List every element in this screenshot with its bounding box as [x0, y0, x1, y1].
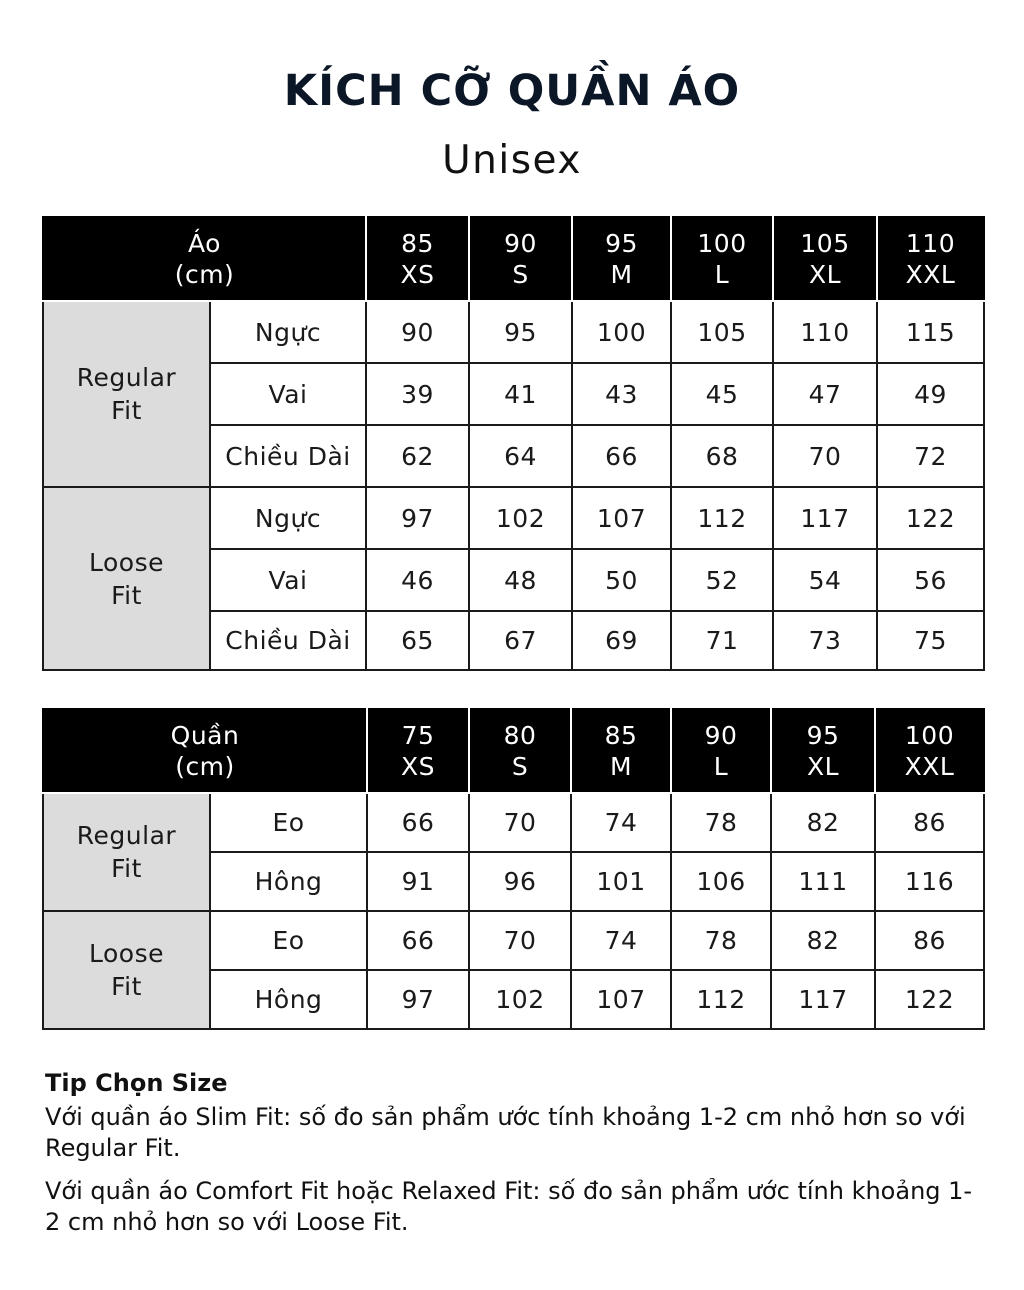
- measure-label: Chiều Dài: [210, 425, 366, 487]
- size-header: [469, 709, 571, 793]
- value-cell: 116: [875, 852, 984, 911]
- value-cell: 73: [773, 611, 877, 670]
- value-cell: 70: [773, 425, 877, 487]
- size-label: L: [713, 752, 729, 781]
- fit-name: Loose: [89, 547, 164, 577]
- size-header: [469, 217, 572, 301]
- value-cell: 56: [877, 549, 984, 611]
- size-header: [671, 217, 773, 301]
- size-number: 105: [800, 229, 850, 258]
- shirt-size-table: [42, 216, 985, 671]
- value-cell: 82: [771, 911, 875, 970]
- size-label: XXL: [904, 752, 955, 781]
- value-cell: 97: [366, 487, 469, 549]
- value-cell: 54: [773, 549, 877, 611]
- measure-label: Vai: [210, 549, 366, 611]
- value-cell: 122: [877, 487, 984, 549]
- fit-suffix: Fit: [111, 580, 142, 610]
- size-number: 95: [806, 721, 840, 750]
- tips-heading: Tip Chọn Size: [45, 1069, 228, 1097]
- fit-label-loose: [43, 911, 210, 1029]
- value-cell: 66: [367, 793, 469, 852]
- fit-suffix: Fit: [111, 854, 142, 883]
- measure-label: Ngực: [210, 487, 366, 549]
- value-cell: 111: [771, 852, 875, 911]
- value-cell: 64: [469, 425, 572, 487]
- value-cell: 48: [469, 549, 572, 611]
- size-label: M: [610, 260, 633, 289]
- size-header: [877, 217, 984, 301]
- fit-suffix: Fit: [111, 972, 142, 1001]
- value-cell: 102: [469, 970, 571, 1029]
- value-cell: 95: [469, 301, 572, 363]
- fit-name: Regular: [76, 821, 177, 850]
- size-tips: [45, 1066, 985, 1250]
- value-cell: 74: [571, 793, 671, 852]
- value-cell: 66: [572, 425, 671, 487]
- size-number: 85: [401, 229, 434, 258]
- shirt-header-unit: (cm): [174, 260, 235, 289]
- value-cell: 86: [875, 793, 984, 852]
- size-label: XL: [806, 752, 840, 781]
- size-label: XXL: [905, 260, 956, 289]
- fit-name: Regular: [76, 363, 177, 392]
- value-cell: 45: [671, 363, 773, 425]
- size-label: XL: [808, 260, 842, 289]
- size-label: XS: [401, 752, 435, 781]
- value-cell: 43: [572, 363, 671, 425]
- value-cell: 78: [671, 911, 771, 970]
- value-cell: 65: [366, 611, 469, 670]
- value-cell: 102: [469, 487, 572, 549]
- value-cell: 112: [671, 970, 771, 1029]
- value-cell: 105: [671, 301, 773, 363]
- fit-name: Loose: [89, 939, 164, 968]
- value-cell: 97: [367, 970, 469, 1029]
- value-cell: 52: [671, 549, 773, 611]
- value-cell: 70: [469, 793, 571, 852]
- value-cell: 122: [875, 970, 984, 1029]
- measure-label: Vai: [210, 363, 366, 425]
- value-cell: 91: [367, 852, 469, 911]
- value-cell: 112: [671, 487, 773, 549]
- value-cell: 74: [571, 911, 671, 970]
- table-row: [43, 793, 984, 852]
- value-cell: 110: [773, 301, 877, 363]
- size-header: [671, 709, 771, 793]
- value-cell: 78: [671, 793, 771, 852]
- value-cell: 96: [469, 852, 571, 911]
- value-cell: 49: [877, 363, 984, 425]
- value-cell: 67: [469, 611, 572, 670]
- size-number: 90: [704, 721, 738, 750]
- value-cell: 71: [671, 611, 773, 670]
- fit-suffix: Fit: [111, 396, 142, 425]
- pants-header-cell: [43, 709, 367, 793]
- page-subtitle: Unisex: [442, 138, 582, 183]
- size-header: [875, 709, 984, 793]
- size-number: 75: [401, 721, 435, 750]
- value-cell: 75: [877, 611, 984, 670]
- size-header: [771, 709, 875, 793]
- size-header: [572, 217, 671, 301]
- value-cell: 106: [671, 852, 771, 911]
- value-cell: 117: [771, 970, 875, 1029]
- value-cell: 66: [367, 911, 469, 970]
- size-number: 90: [504, 229, 537, 258]
- table-row: [43, 911, 984, 970]
- size-label: M: [609, 752, 633, 781]
- size-header: [366, 217, 469, 301]
- value-cell: 117: [773, 487, 877, 549]
- shirt-header-cell: [43, 217, 366, 301]
- value-cell: 70: [469, 911, 571, 970]
- value-cell: 107: [571, 970, 671, 1029]
- pants-header-unit: (cm): [175, 752, 235, 781]
- value-cell: 86: [875, 911, 984, 970]
- value-cell: 72: [877, 425, 984, 487]
- measure-label: Hông: [210, 970, 367, 1029]
- value-cell: 101: [571, 852, 671, 911]
- fit-label-regular: [43, 301, 210, 487]
- measure-label: Hông: [210, 852, 367, 911]
- size-label: S: [512, 260, 529, 289]
- value-cell: 39: [366, 363, 469, 425]
- value-cell: 107: [572, 487, 671, 549]
- measure-label: Eo: [210, 793, 367, 852]
- tip-comfort-fit: Với quần áo Comfort Fit hoặc Relaxed Fit: số đo sản phẩm ước tính khoảng 1-2 cm nhỏ hơn so với Loose Fit.: [45, 1177, 973, 1236]
- size-number: 95: [605, 229, 638, 258]
- value-cell: 100: [572, 301, 671, 363]
- value-cell: 50: [572, 549, 671, 611]
- size-header: [367, 709, 469, 793]
- size-number: 110: [905, 229, 956, 258]
- measure-label: Eo: [210, 911, 367, 970]
- pants-header-title: Quần: [170, 721, 240, 750]
- measure-label: Ngực: [210, 301, 366, 363]
- shirt-header-title: Áo: [188, 229, 221, 258]
- size-header: [571, 709, 671, 793]
- tip-slim-fit: Với quần áo Slim Fit: số đo sản phẩm ước tính khoảng 1-2 cm nhỏ hơn so với Regular Fit.: [45, 1103, 966, 1162]
- size-number: 100: [904, 721, 955, 750]
- measure-label: Chiều Dài: [210, 611, 366, 670]
- size-label: S: [511, 752, 529, 781]
- value-cell: 41: [469, 363, 572, 425]
- size-number: 80: [503, 721, 537, 750]
- value-cell: 115: [877, 301, 984, 363]
- value-cell: 90: [366, 301, 469, 363]
- fit-label-loose: [43, 487, 210, 670]
- size-header: [773, 217, 877, 301]
- page-title: KÍCH CỠ QUẦN ÁO: [283, 66, 741, 116]
- value-cell: 62: [366, 425, 469, 487]
- size-label: L: [714, 260, 730, 289]
- size-number: 85: [604, 721, 638, 750]
- size-number: 100: [697, 229, 747, 258]
- value-cell: 69: [572, 611, 671, 670]
- fit-label-regular: [43, 793, 210, 911]
- value-cell: 82: [771, 793, 875, 852]
- value-cell: 46: [366, 549, 469, 611]
- pants-size-table: [42, 708, 985, 1030]
- table-row: [43, 487, 984, 549]
- size-label: XS: [400, 260, 435, 289]
- value-cell: 68: [671, 425, 773, 487]
- table-row: [43, 301, 984, 363]
- value-cell: 47: [773, 363, 877, 425]
